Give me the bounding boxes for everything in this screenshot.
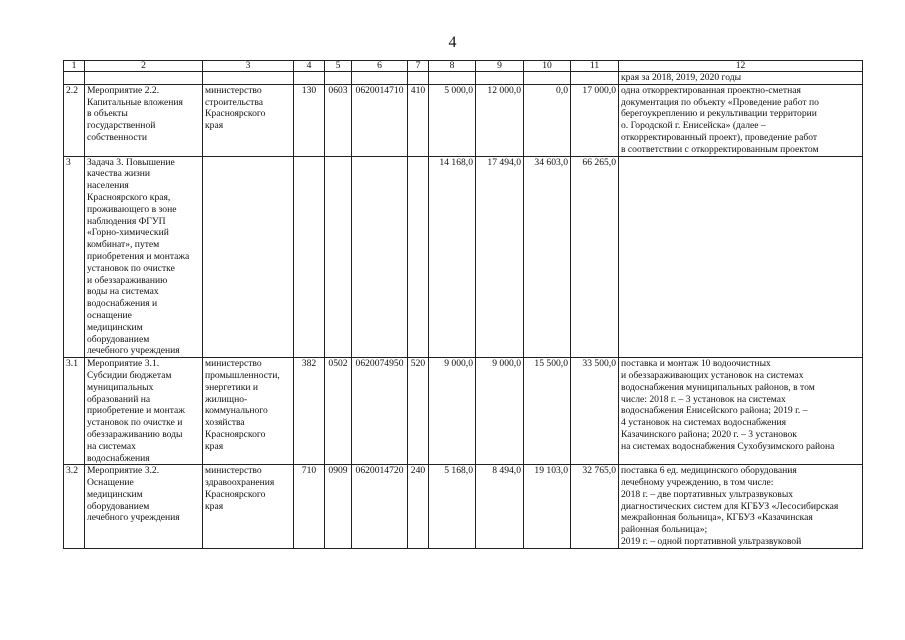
col-header: 4 xyxy=(294,61,325,72)
table-row xyxy=(64,84,863,156)
csr-code xyxy=(352,156,408,358)
table-row xyxy=(64,156,863,358)
row-number: 3.2 xyxy=(64,465,85,549)
amount-2020: 15 500,0 xyxy=(524,358,571,465)
vr-code xyxy=(408,156,429,358)
col-header: 12 xyxy=(619,61,863,72)
table-row xyxy=(64,358,863,465)
gr-code: 382 xyxy=(294,358,325,465)
amount-2019: 8 494,0 xyxy=(476,465,524,549)
expected-result: одна откорректированная проектно-сметная документация по объекту «Проведение работ по берегоукреплению и рекультивации территории о. Городской г. Енисейска» (далее – откорректированный проект), проведение работ в соответствии с откорректированным проектом xyxy=(619,84,863,156)
csr-code: 0620014720 xyxy=(352,465,408,549)
row-number: 3.1 xyxy=(64,358,85,465)
amount-2019: 9 000,0 xyxy=(476,358,524,465)
col-header: 10 xyxy=(524,61,571,72)
activity-name: Задача 3. Повышение качества жизни населения Красноярского края, проживающего в зоне наблюдения ФГУП «Горно-химический комбинат», путем приобретения и монтажа установок по очистке и обеззараживанию воды на системах водоснабжения и оснащение медицинским оборудованием лечебного учреждения xyxy=(85,156,203,358)
csr-code: 0620014710 xyxy=(352,84,408,156)
column-number-row xyxy=(64,61,863,72)
expected-result: поставка и монтаж 10 водоочистных и обеззараживающих установок на системах водоснабжения муниципальных районов, в том числе: 2018 г. – 3 установок на системах водоснабжения Енисейского района; 2019 г. – 4 установок на системах водоснабжения Казачинского района; 2020 г. – 3 установок на системах водоснабжения Сухобузимского района xyxy=(619,358,863,465)
responsible-ministry: министерство здравоохранения Красноярского края xyxy=(203,465,294,549)
vr-code: 410 xyxy=(408,84,429,156)
expected-result: поставка 6 ед. медицинского оборудования лечебному учреждению, в том числе: 2018 г. – две портативных ультразвуковых диагностических систем для КГБУЗ «Лесосибирская межрайонная больница», КГБУЗ «Казачинская районная больница»; 2019 г. – одной портативной ультразвуковой xyxy=(619,465,863,549)
activity-name: Мероприятие 2.2. Капитальные вложения в объекты государственной собственности xyxy=(85,84,203,156)
gr-code: 710 xyxy=(294,465,325,549)
amount-total: 17 000,0 xyxy=(571,84,619,156)
col-header: 5 xyxy=(325,61,352,72)
amount-2019: 12 000,0 xyxy=(476,84,524,156)
amount-2018: 9 000,0 xyxy=(429,358,476,465)
col-header: 6 xyxy=(352,61,408,72)
rzpr-code: 0502 xyxy=(325,358,352,465)
responsible-ministry: министерство промышленности, энергетики и жилищно- коммунального хозяйства Красноярского края xyxy=(203,358,294,465)
col-header: 8 xyxy=(429,61,476,72)
col-header: 11 xyxy=(571,61,619,72)
vr-code: 520 xyxy=(408,358,429,465)
table-row xyxy=(64,465,863,549)
gr-code xyxy=(294,156,325,358)
amount-2020: 0,0 xyxy=(524,84,571,156)
responsible-ministry: министерство строительства Красноярского края xyxy=(203,84,294,156)
row-number: 3 xyxy=(64,156,85,358)
row-number: 2.2 xyxy=(64,84,85,156)
amount-2019: 17 494,0 xyxy=(476,156,524,358)
col-header: 1 xyxy=(64,61,85,72)
responsible-ministry xyxy=(203,156,294,358)
amount-2020: 19 103,0 xyxy=(524,465,571,549)
amount-total: 66 265,0 xyxy=(571,156,619,358)
rzpr-code: 0909 xyxy=(325,465,352,549)
activity-name: Мероприятие 3.1. Субсидии бюджетам муниципальных образований на приобретение и монтаж установок по очистке и обеззараживанию воды на системах водоснабжения xyxy=(85,358,203,465)
rzpr-code xyxy=(325,156,352,358)
col-header: 7 xyxy=(408,61,429,72)
amount-2018: 14 168,0 xyxy=(429,156,476,358)
page-number: 4 xyxy=(448,34,457,51)
amount-total: 33 500,0 xyxy=(571,358,619,465)
continuation-row xyxy=(64,72,863,85)
activity-name: Мероприятие 3.2. Оснащение медицинским оборудованием лечебного учреждения xyxy=(85,465,203,549)
rzpr-code: 0603 xyxy=(325,84,352,156)
csr-code: 0620074950 xyxy=(352,358,408,465)
amount-2018: 5 168,0 xyxy=(429,465,476,549)
continuation-text: края за 2018, 2019, 2020 годы xyxy=(619,72,863,85)
amount-2020: 34 603,0 xyxy=(524,156,571,358)
gr-code: 130 xyxy=(294,84,325,156)
amount-2018: 5 000,0 xyxy=(429,84,476,156)
col-header: 9 xyxy=(476,61,524,72)
col-header: 2 xyxy=(85,61,203,72)
budget-table xyxy=(63,60,863,549)
vr-code: 240 xyxy=(408,465,429,549)
col-header: 3 xyxy=(203,61,294,72)
expected-result xyxy=(619,156,863,358)
amount-total: 32 765,0 xyxy=(571,465,619,549)
